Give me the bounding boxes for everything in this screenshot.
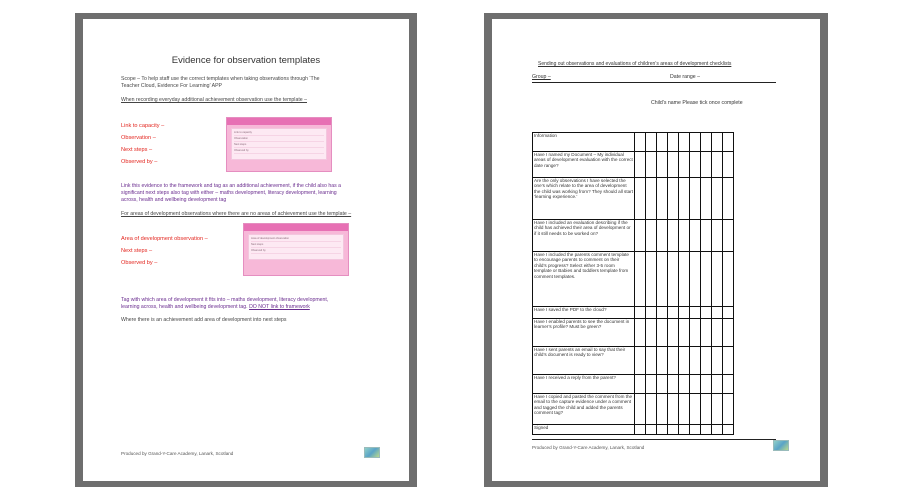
tick-box xyxy=(657,152,668,178)
tick-box xyxy=(657,347,668,375)
tick-box xyxy=(701,152,712,178)
tick-box xyxy=(701,394,712,425)
tick-box xyxy=(679,307,690,319)
tick-box xyxy=(635,425,646,435)
checklist-question: Signed xyxy=(533,425,635,435)
tick-box xyxy=(723,152,734,178)
tick-box xyxy=(690,307,701,319)
app-template-panel xyxy=(231,128,327,160)
tick-box xyxy=(712,252,723,307)
checklist-question: Have I enabled parents to see the document in learner’s profile? Must be green? xyxy=(533,319,635,347)
tick-box xyxy=(679,375,690,394)
tick-box xyxy=(723,252,734,307)
tick-box xyxy=(712,347,723,375)
tick-box xyxy=(635,152,646,178)
app-row: Observed by xyxy=(251,249,341,254)
tick-box xyxy=(657,375,668,394)
group-label: Group – xyxy=(532,74,551,80)
tick-box xyxy=(712,133,723,152)
checklist-row xyxy=(533,220,734,252)
tick-box xyxy=(690,133,701,152)
tick-box xyxy=(646,394,657,425)
tick-box xyxy=(657,252,668,307)
tick-box xyxy=(701,347,712,375)
checklist-question: Have I received a reply from the parent? xyxy=(533,375,635,394)
tick-box xyxy=(701,178,712,220)
tick-box xyxy=(679,319,690,347)
tick-box xyxy=(657,178,668,220)
tick-box xyxy=(712,375,723,394)
tick-box xyxy=(679,252,690,307)
academy-logo-icon xyxy=(364,447,380,458)
checklist-row xyxy=(533,307,734,319)
checklist-row xyxy=(533,152,734,178)
tick-box xyxy=(712,425,723,435)
tick-box xyxy=(635,347,646,375)
tick-box xyxy=(668,220,679,252)
tick-box xyxy=(723,394,734,425)
checklist-row xyxy=(533,375,734,394)
app-toolbar xyxy=(244,224,348,231)
field-observed-by-2: Observed by – xyxy=(121,260,158,266)
tick-box xyxy=(679,178,690,220)
tick-box xyxy=(646,252,657,307)
tick-box xyxy=(690,319,701,347)
checklist-question: Have I saved the PDF to the cloud? xyxy=(533,307,635,319)
checklist-question: Have I named my Document – My individual areas of development evaluation with the correct date range? xyxy=(533,152,635,178)
app-toolbar xyxy=(227,118,331,125)
checklist-question: Have I sent parents an email to say that their child’s document is ready to view? xyxy=(533,347,635,375)
tick-box xyxy=(701,307,712,319)
app-row: Observation xyxy=(234,137,324,142)
tick-box xyxy=(668,133,679,152)
tick-box xyxy=(646,220,657,252)
note-3: Where there is an achievement add area of development into next steps xyxy=(121,317,287,323)
tick-box xyxy=(668,319,679,347)
checklist-question: Have I included the parents comment template to encourage parents to comment on their child’s progress? Select either 3-5 room template or Babies and toddlers template from comment templates. xyxy=(533,252,635,307)
tick-box xyxy=(723,307,734,319)
app-row: Next steps xyxy=(234,143,324,148)
signed-rule xyxy=(532,439,776,440)
template-heading-1: When recording everyday additional achievement observation use the template – xyxy=(121,97,307,103)
tick-box xyxy=(701,319,712,347)
left-page-title: Evidence for observation templates xyxy=(171,55,321,66)
tick-box xyxy=(723,133,734,152)
template-heading-2: For areas of development observations where there are no areas of achievement use the template – xyxy=(121,211,352,217)
checklist-row xyxy=(533,178,734,220)
tick-box xyxy=(690,425,701,435)
field-area-of-development: Area of development observation – xyxy=(121,236,208,242)
tick-box xyxy=(635,319,646,347)
right-page-title: Sending out observations and evaluations of children’s areas of development checklists xyxy=(538,61,732,67)
right-document-page xyxy=(492,19,820,481)
tick-box xyxy=(679,152,690,178)
app-row: Next steps xyxy=(251,243,341,248)
tick-box xyxy=(635,375,646,394)
app-screenshot-2 xyxy=(243,223,349,276)
checklist-row xyxy=(533,347,734,375)
tick-box xyxy=(701,252,712,307)
tick-box xyxy=(712,220,723,252)
tick-box xyxy=(723,425,734,435)
field-observed-by: Observed by – xyxy=(121,159,158,165)
note-1-line-2: significant next steps also tag with either – maths development, literacy development, learning xyxy=(121,190,337,196)
tick-box xyxy=(712,319,723,347)
tick-box xyxy=(690,220,701,252)
app-row: Observed by xyxy=(234,149,324,154)
tick-box xyxy=(646,347,657,375)
tick-box xyxy=(646,178,657,220)
tick-box xyxy=(723,375,734,394)
right-page-footer: Produced by Grand-Y-Care Academy, Lanark, Scotland xyxy=(532,445,645,450)
tick-box xyxy=(668,152,679,178)
tick-box xyxy=(657,394,668,425)
tick-box xyxy=(668,425,679,435)
tick-box xyxy=(668,375,679,394)
checklist-question: Are the only observations I have selected the one’s which relate to the area of development the child was working from? They should all start ‘learning experience.’ xyxy=(533,178,635,220)
tick-box xyxy=(679,133,690,152)
tick-box xyxy=(723,178,734,220)
note-2-link: DO NOT link to framework xyxy=(249,304,310,310)
tick-box xyxy=(668,252,679,307)
tick-box xyxy=(690,375,701,394)
checklist-table xyxy=(532,132,734,435)
tick-instruction: Child’s name Please tick once complete xyxy=(651,100,743,106)
tick-box xyxy=(690,178,701,220)
checklist-row xyxy=(533,319,734,347)
tick-box xyxy=(723,319,734,347)
checklist-row xyxy=(533,394,734,425)
tick-box xyxy=(690,394,701,425)
checklist-row xyxy=(533,252,734,307)
tick-box xyxy=(668,307,679,319)
tick-box xyxy=(635,133,646,152)
tick-box xyxy=(646,319,657,347)
app-screenshot-1 xyxy=(226,117,332,172)
tick-box xyxy=(679,347,690,375)
note-2-text: learning across, health and wellbeing development tag. xyxy=(121,304,248,310)
tick-box xyxy=(712,152,723,178)
tick-box xyxy=(679,425,690,435)
tick-box xyxy=(646,307,657,319)
tick-box xyxy=(679,220,690,252)
field-link-to-capacity: Link to capacity – xyxy=(121,123,165,129)
note-2-line-2 xyxy=(121,304,310,311)
tick-box xyxy=(668,178,679,220)
tick-box xyxy=(723,220,734,252)
tick-box xyxy=(723,347,734,375)
tick-box xyxy=(668,347,679,375)
app-row: Link to capacity xyxy=(234,131,324,136)
tick-box xyxy=(657,425,668,435)
tick-box xyxy=(657,319,668,347)
header-rule xyxy=(532,82,776,83)
tick-box xyxy=(690,347,701,375)
checklist-question: Have I included an evaluation describing if the child has achieved their area of development or if it still needs to be worked on? xyxy=(533,220,635,252)
tick-box xyxy=(635,307,646,319)
tick-box xyxy=(690,152,701,178)
tick-box xyxy=(701,375,712,394)
app-template-panel xyxy=(248,234,344,260)
left-document-page xyxy=(83,19,409,481)
tick-box xyxy=(657,133,668,152)
tick-box xyxy=(701,133,712,152)
date-range-label: Date range – xyxy=(670,74,700,80)
tick-box xyxy=(712,394,723,425)
checklist-question: Information xyxy=(533,133,635,152)
tick-box xyxy=(646,152,657,178)
tick-box xyxy=(712,307,723,319)
field-next-steps: Next steps – xyxy=(121,147,153,153)
tick-box xyxy=(646,133,657,152)
tick-box xyxy=(635,178,646,220)
scope-line-2: Teacher Cloud, Evidence For Learning’ APP xyxy=(121,83,223,89)
field-observation: Observation – xyxy=(121,135,156,141)
note-2-line-1: Tag with which area of development it fits into – maths development, literacy development, xyxy=(121,297,329,303)
tick-box xyxy=(635,394,646,425)
tick-box xyxy=(690,252,701,307)
checklist-row xyxy=(533,425,734,435)
tick-box xyxy=(657,307,668,319)
academy-logo-icon xyxy=(773,440,789,451)
scope-line-1: Scope – To help staff use the correct templates when taking observations through ‘The xyxy=(121,76,320,82)
tick-box xyxy=(646,425,657,435)
tick-box xyxy=(635,252,646,307)
tick-box xyxy=(646,375,657,394)
note-1-line-3: across, health and wellbeing development tag xyxy=(121,197,227,203)
tick-box xyxy=(668,394,679,425)
tick-box xyxy=(635,220,646,252)
left-page-footer: Produced by Grand-Y-Care Academy, Lanark, Scotland xyxy=(121,451,234,456)
tick-box xyxy=(701,220,712,252)
app-row: Area of development observation xyxy=(251,237,341,242)
tick-box xyxy=(701,425,712,435)
checklist-row xyxy=(533,133,734,152)
tick-box xyxy=(712,178,723,220)
checklist-question: Have I copied and pasted the comment from the email to the capture evidence under a comment and tagged the child and added the parents comment tag? xyxy=(533,394,635,425)
field-next-steps-2: Next steps – xyxy=(121,248,153,254)
note-1-line-1: Link this evidence to the framework and tag as an additional achievement, if the child also has a xyxy=(121,183,342,189)
tick-box xyxy=(657,220,668,252)
tick-box xyxy=(679,394,690,425)
